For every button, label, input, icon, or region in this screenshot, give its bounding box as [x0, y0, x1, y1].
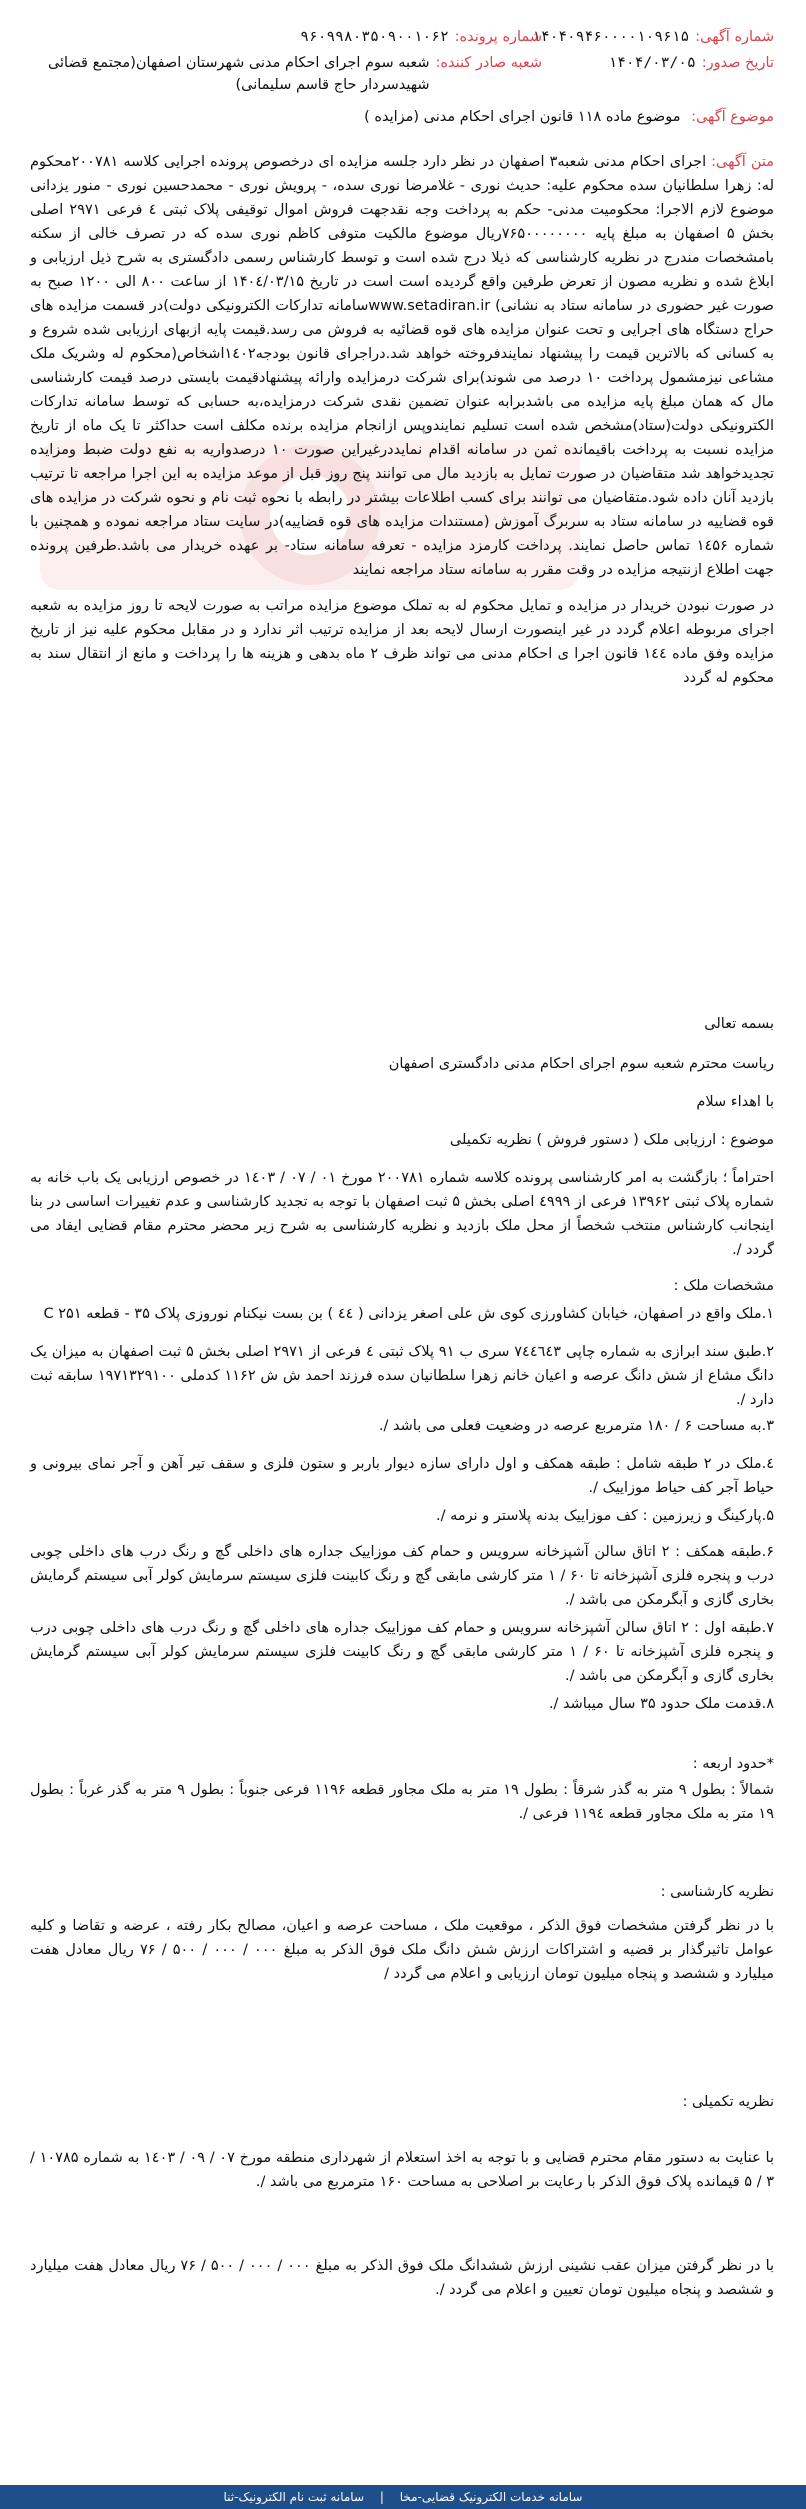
ad-number-field	[532, 26, 774, 48]
footer-separator: |	[379, 2490, 384, 2504]
ad-text-paragraph-1	[30, 150, 774, 582]
issue-date-field	[542, 52, 774, 74]
supplementary-heading: نظریه تکمیلی :	[682, 2094, 774, 2110]
spec-item-8: ۸.قدمت ملک حدود ۳۵ سال میباشد /.	[548, 1696, 774, 1712]
supplementary-text-2: با در نظر گرفتن میزان عقب نشینی ارزش ششدانگ ملک فوق الذکر به مبلغ ۰۰۰ / ۰۰۰ / ۵۰۰ / ۷۶ ریال معادل هفت میلیارد و ششصد و پنجاه میلیون تومان تعیین و اعلام می گردد /.	[30, 2258, 775, 2298]
subject-label: موضوع آگهی:	[691, 109, 774, 125]
letter-greeting: با اهداء سلام	[696, 1094, 774, 1110]
spec-item-5: ۵.پارکینگ و زیرزمین : کف موزاییک بدنه پلاستر و نرمه /.	[435, 1508, 774, 1524]
specs-heading: مشخصات ملک :	[673, 1278, 774, 1294]
ad-number-value: ۱۴۰۴۰۹۴۶۰۰۰۰۱۰۹۶۱۵	[532, 29, 690, 45]
spec-item-7: ۷.طبقه اول : ۲ اتاق سالن آشپزخانه سرویس و حمام کف موزاییک جداره های داخلی گچ و رنگ درب های داخلی چوبی درب و پنجره فلزی آشپزخانه تا ۶۰ / ۱ متر کارشی مابقی گچ و رنگ کابینت فلزی سیستم سرمایش کولر آبی سیستم گرمایش بخاری گازی و آبگرمکن می باشد /.	[30, 1620, 774, 1684]
footer-bar	[0, 2485, 806, 2509]
boundaries-heading: *حدود اربعه :	[692, 1756, 774, 1772]
letter-intro: احتراماً ؛ بازگشت به امر کارشناسی پرونده کلاسه شماره ۲۰۰۷۸۱ مورخ ۰۱ / ۰۷ / ۱٤۰۳ در خصوص ارزیابی یک باب خانه به شماره پلاک ثبتی ۱۳۹۶۲ فرعی از ٤۹۹۹ اصلی بخش ۵ ثبت اصفهان با توجه به تجدید کارشناسی و عدم تغییرات اساسی در بنا اینجانب کارشناس منتخب شخصاً از محل ملک بازدید و نظریه کارشناسی به شرح زیر محضر محترم مقام قضایی ایفاد می گردد /.	[30, 1170, 775, 1258]
notice-header	[30, 26, 774, 100]
issuer-value: شعبه سوم اجرای احکام مدنی شهرستان اصفهان(مجتمع قضائی شهیدسردار حاج قاسم سلیمانی)	[47, 55, 430, 93]
subject-value: موضوع ماده ۱۱۸ قانون اجرای احکام مدنی (مزایده )	[364, 109, 681, 125]
ad-text-paragraph-2: در صورت نبودن خریدار در مزایده و تمایل محکوم له به تملک موضوع مزایده مراتب به صورت لایحه تا روز مزایده به شعبه اجرای مربوطه اعلام گردد در غیر اینصورت ارسال لایحه بعد از مزایده ترتیب اثر ندارد و در مقابل محکوم علیه نیز از تاریخ مزایده وفق ماده ۱٤٤ قانون اجرا ی احکام مدنی می تواند ظرف ۲ ماه بدهی و هزینه ها را پرداخت و مانع از انتقال سند به محکوم له گردد	[30, 598, 774, 686]
ad-text-content-1: اجرای احکام مدنی شعبه۳ اصفهان در نظر دارد جلسه مزایده ای درخصوص پرونده اجرایی کلاسه ۲۰۰۷۸۱محکوم له: زهرا سلطانیان سده محکوم علیه: حدیث نوری - غلامرضا نوری سده، - پرویش نوری - محمدحسین نوری - منور یزدانی موضوع لازم الاجرا: محکومیت مدنی- حکم به پرداخت وجه نقدجهت فروش اموال توقیفی پلاک ثبتی ٤ فرعی ۲۹۷۱ اصلی بخش ۵ اصفهان به مبلغ پایه ۷۶۵۰۰۰۰۰۰۰۰ریال موضوع مالکیت متوفی کاظم نوری سده که در تصرف خالی از سکنه بامشخصات مندرج در نظریه کارشناسی که ذیلا درج شده است و توسط کارشناس رسمی دادگستری به شرح ذیل ارزیابی و ابلاغ شده و نظریه مصون از تعرض طرفین واقع گردیده است است در تاریخ ۱۴۰٤/۰۳/۱۵ از ساعت ۸۰۰ الی ۱۲۰۰ صبح به صورت غیر حضوری در سامانه ستاد به نشانی) www.setadiran.irسامانه تدارکات الکترونیکی دولت)در قسمت مزایده های حراج دستگاه های اجرایی و تحت عنوان مزایده های قوه قضائیه به فروش می رسد.قیمت پایه ازبهای ارزیابی شده شروع و به کسانی که بالاترین قیمت را پیشنهاد نمایندفروخته خواهد شد.دراجرای قانون بودجه۱٤۰۲اشخاص(محکوم له وشریک ملک مشاعی نیزمشمول پرداخت ۱۰ درصد می شوند)برای شرکت درمزایده وارائه پیشنهادقیمت بایستی درصد قیمت کارشناسی مال که همان مبلغ پایه مزایده می باشدبرابه عنوان تضمین نقدی شرکت درمزایده،به حسابی که توسط سامانه تدارکات الکترونیکی دولت(ستاد)مشخص شده است تسلیم نمایندوپس ازانجام مزایده برنده مکلف است حداکثر تا یک ماه از تاریخ مزایده نسبت به پرداخت باقیمانده ثمن در سامانه اقدام نمایددرغیراین صورت ۱۰ درصدواریه به نفع دولت ضبط ومزایده تجدیدخواهد شد متقاضیان در صورت تمایل به بازدید مال می توانند پنج روز قبل از موعد مزایده به این اجرا مراجعه تا ترتیب بازدید آنان داده شود.متقاضیان می توانند برای کسب اطلاعات بیشتر در رابطه با نحوه ثبت نام و نحوه شرکت در مزایده های قوه قضاییه در سامانه ستاد به سربرگ آموزش (مستندات مزایده های قوه قضاییه)در سایت ستاد مراجعه نموده و همچنین با شماره ۱٤۵۶ تماس حاصل نمایند. پرداخت کارمزد مزایده - تعرفه سامانه ستاد- بر عهده خریدار می باشد.طرفین پرونده جهت اطلاع ازنتیجه مزایده در وقت مقرر به سامانه ستاد مراجعه نمایند	[30, 154, 774, 578]
issuer-field	[30, 52, 542, 96]
issue-date-value: ۱۴۰۴/۰۳/۰۵	[608, 55, 696, 71]
boundaries-text: شمالاً : بطول ۹ متر به گذر شرقاً : بطول ۱۹ متر به ملک مجاور قطعه ۱۱۹۶ فرعی جنوباً : بطول ۹ متر به گذر غرباً : بطول ۱۹ متر به ملک مجاور قطعه ۱۱۹٤ فرعی /.	[30, 1782, 775, 1822]
issuer-label: شعبه صادر کننده:	[435, 55, 542, 71]
case-number-field	[30, 26, 542, 48]
spec-item-4: ٤.ملک در ۲ طبقه شامل : طبقه همکف و اول دارای سازه دیوار باربر و ستون فلزی و سقف تیر آهن و آجر نمای بیرونی و حیاط آجر کف حیاط موزاییک /.	[30, 1456, 774, 1496]
spec-item-1: ۱.ملک واقع در اصفهان، خیابان کشاورزی کوی ش علی اصغر یزدانی ( ٤٤ ) بن بست نیکنام نوروزی پلاک ۳۵ - قطعه C ۲۵۱	[43, 1306, 774, 1322]
issue-date-label: تاریخ صدور:	[701, 55, 774, 71]
case-number-label: شماره پرونده:	[454, 29, 542, 45]
case-number-value: ۹۶۰۹۹۸۰۳۵۰۹۰۰۱۰۶۲	[300, 29, 449, 45]
footer-link-registration[interactable]: سامانه ثبت نام الکترونیک-ثنا	[223, 2490, 364, 2504]
spec-item-6: ۶.طبقه همکف : ۲ اتاق سالن آشپزخانه سرویس و حمام کف موزاییک جداره های داخلی گچ و رنگ درب های داخلی چوبی درب و پنجره فلزی آشپزخانه تا ۶۰ / ۱ متر کارشی مابقی گچ و رنگ کابینت فلزی سیستم سرمایش کولر آبی سیستم گرمایش بخاری گازی و آبگرمکن می باشد /.	[30, 1544, 775, 1608]
letter-topic: موضوع : ارزیابی ملک ( دستور فروش ) نظریه تکمیلی	[449, 1132, 774, 1148]
letter-salutation: بسمه تعالی	[704, 1016, 774, 1032]
supplementary-text-1: با عنایت به دستور مقام محترم قضایی و با توجه به اخذ استعلام از شهرداری منطقه مورخ ۰۷ / ۰۹ / ۱٤۰۳ به شماره ۱۰۷۸۵ / ۳ / ۵ قیمانده پلاک فوق الذکر با رعایت بر اصلاحی به مساحت ۱۶۰ مترمربع می باشد /.	[30, 2150, 774, 2190]
notice-body	[30, 150, 774, 690]
expert-opinion-text: با در نظر گرفتن مشخصات فوق الذکر ، موقعیت ملک ، مساحت عرصه و اعیان، مصالح بکار رفته ، عرضه و تقاضا و کلیه عوامل تاثیرگذار بر قضیه و اشتراکات ارزش شش دانگ ملک فوق الذکر به مبلغ ۰۰۰ / ۰۰۰ / ۵۰۰ / ۷۶ ریال معادل هفت میلیارد و ششصد و پنجاه میلیون تومان ارزیابی و اعلام می گردد /	[30, 1918, 774, 1982]
ad-text-label: متن آگهی:	[711, 154, 774, 170]
ad-number-label: شماره آگهی:	[695, 29, 774, 45]
notice-subject	[30, 106, 774, 128]
letter-addressee: ریاست محترم شعبه سوم اجرای احکام مدنی دادگستری اصفهان	[388, 1056, 774, 1072]
footer-link-services[interactable]: سامانه خدمات الکترونیک قضایی-مخا	[399, 2490, 583, 2504]
spec-item-2: ۲.طبق سند ابرازی به شماره چاپی ۷٤٤٦٤۳ سری ب ۹۱ پلاک ثبتی ٤ فرعی از ۲۹۷۱ اصلی بخش ۵ ثبت اصفهان به میزان یک دانگ مشاع از شش دانگ عرصه و اعیان خانم زهرا سلطانیان سده فرزند احمد ش ش ۱۱۶۲ کدملی ۱۹۷۱۳۲۹۱۰۰ سابقه ثبت دارد /.	[30, 1344, 775, 1408]
spec-item-3: ۳.به مساحت ۶ / ۱۸۰ مترمربع عرصه در وضعیت فعلی می باشد /.	[378, 1418, 774, 1434]
expert-opinion-heading: نظریه کارشناسی :	[660, 1884, 774, 1900]
